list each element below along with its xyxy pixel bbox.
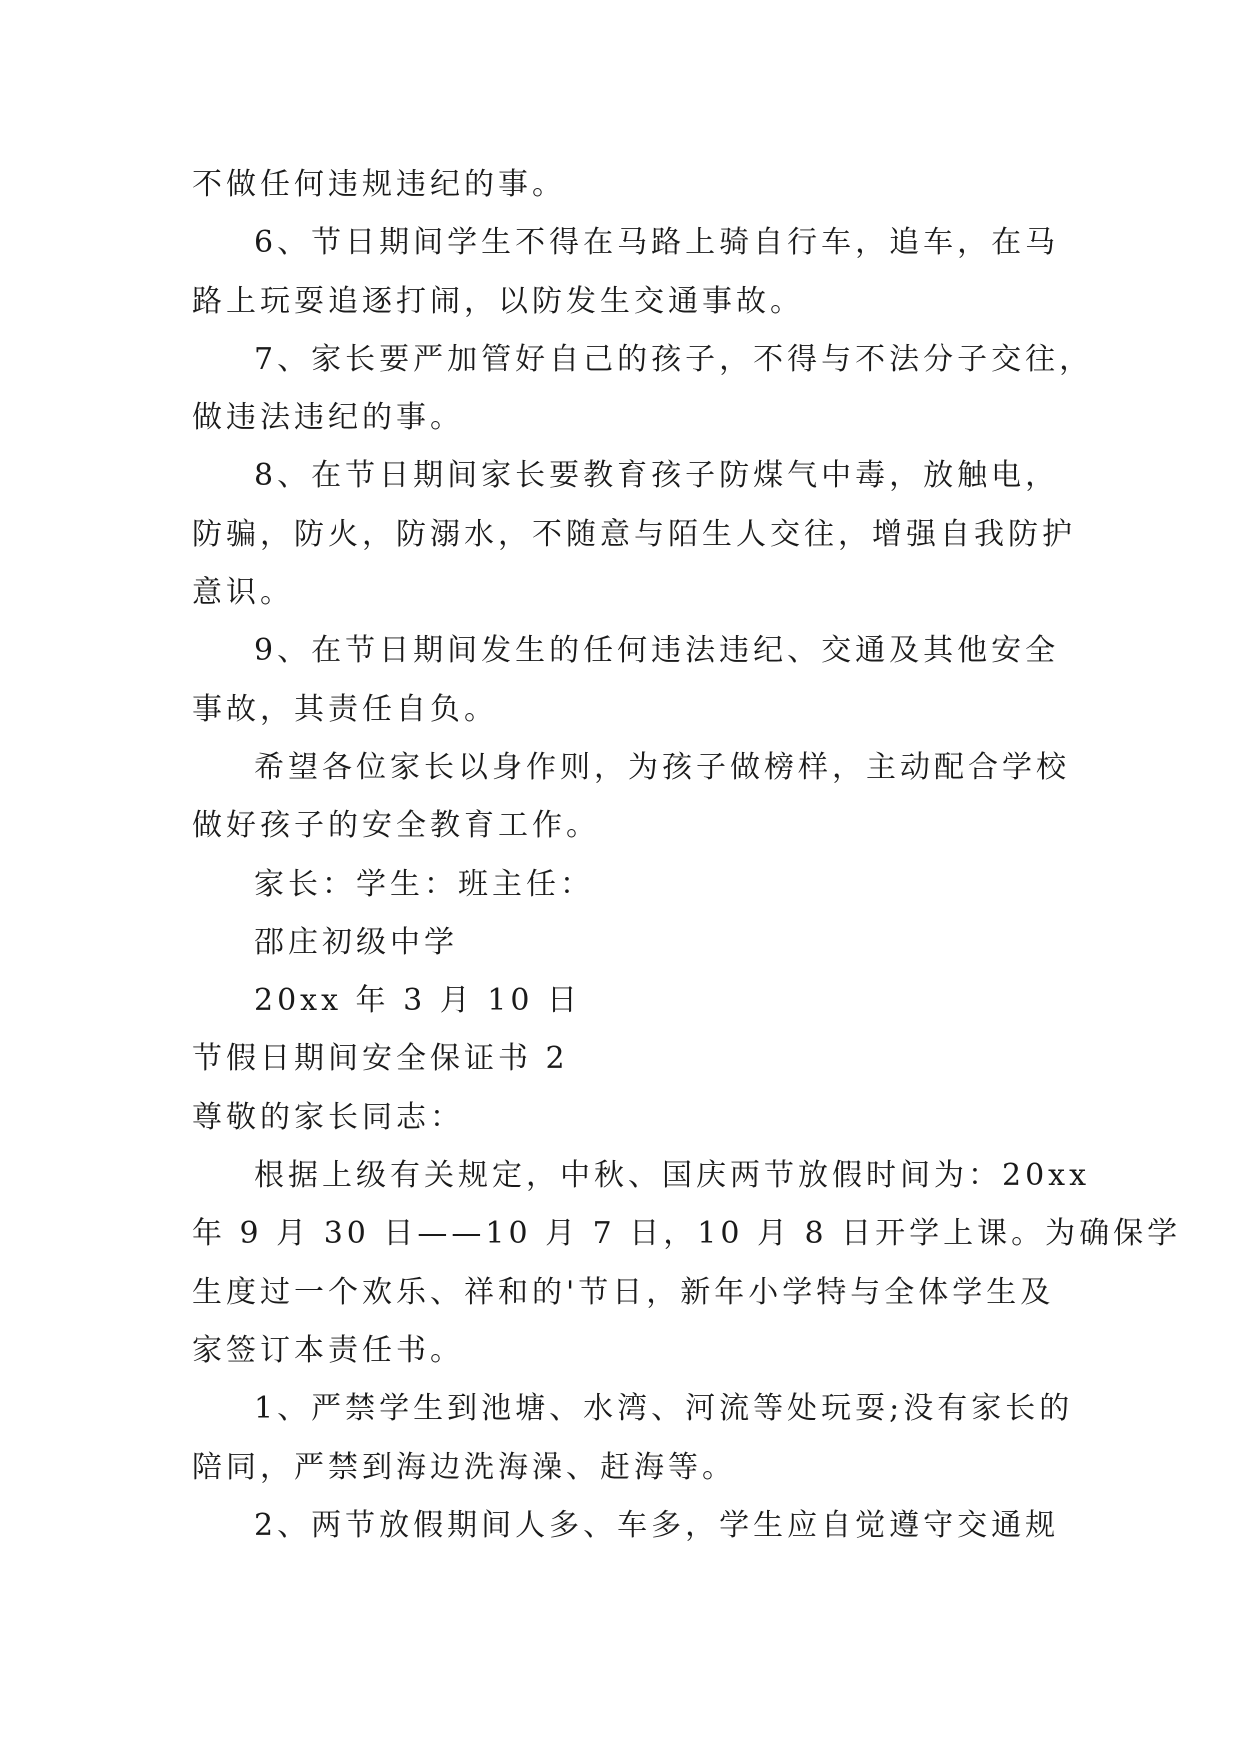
text-line: 意识。 [192,575,294,611]
text-line: 年 9 月 30 日——10 月 7 日，10 月 8 日开学上课。为确保学 [192,1216,1182,1252]
signature-line: 家长：学生：班主任： [254,866,594,902]
text-line: 8、在节日期间家长要教育孩子防煤气中毒，放触电， [254,458,1060,494]
text-line: 希望各位家长以身作则，为孩子做榜样，主动配合学校 [254,749,1070,785]
text-line: 家签订本责任书。 [192,1332,464,1368]
text-line: 做好孩子的安全教育工作。 [192,808,600,844]
text-line: 事故，其责任自负。 [192,691,498,727]
text-line: 根据上级有关规定，中秋、国庆两节放假时间为：20xx [254,1158,1091,1194]
section-title: 节假日期间安全保证书 2 [192,1041,569,1077]
text-line: 2、两节放假期间人多、车多，学生应自觉遵守交通规 [254,1507,1060,1543]
text-line: 1、严禁学生到池塘、水湾、河流等处玩耍;没有家长的 [254,1391,1074,1427]
text-line: 做违法违纪的事。 [192,400,464,436]
text-line: 陪同，严禁到海边洗海澡、赶海等。 [192,1449,736,1485]
text-line: 防骗，防火，防溺水，不随意与陌生人交往，增强自我防护 [192,516,1076,552]
text-line: 6、节日期间学生不得在马路上骑自行车，追车，在马 [254,225,1060,261]
school-name: 邵庄初级中学 [254,924,458,960]
document-date: 20xx 年 3 月 10 日 [254,983,581,1019]
text-line: 9、在节日期间发生的任何违法违纪、交通及其他安全 [254,633,1060,669]
text-line: 生度过一个欢乐、祥和的'节日，新年小学特与全体学生及 [192,1274,1055,1310]
text-line: 路上玩耍追逐打闹，以防发生交通事故。 [192,283,804,319]
document-body [192,156,1182,1555]
salutation: 尊敬的家长同志： [192,1099,464,1135]
text-line: 不做任何违规违纪的事。 [192,167,566,202]
text-line: 7、家长要严加管好自己的孩子，不得与不法分子交往， [254,341,1094,377]
